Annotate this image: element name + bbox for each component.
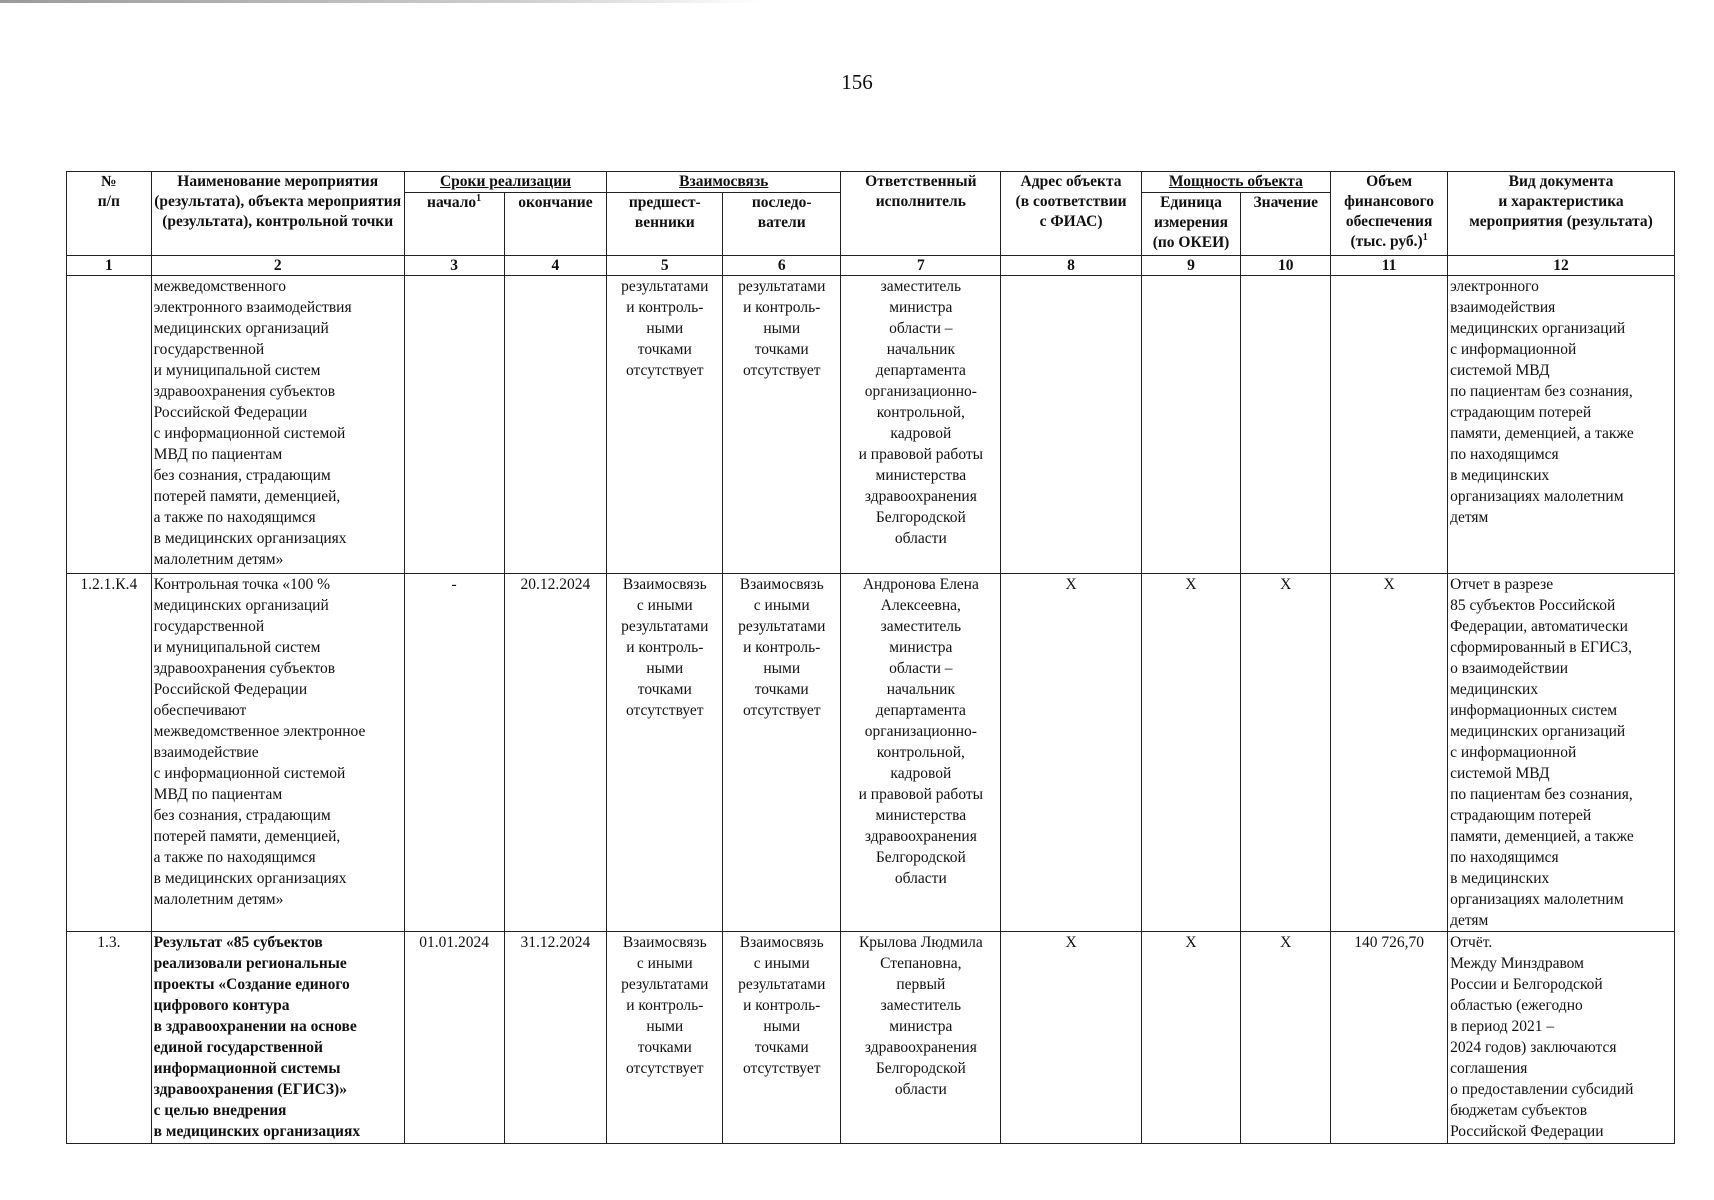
col-number: 6	[723, 256, 841, 276]
header-address: Адрес объекта (в соответствии с ФИАС)	[1001, 172, 1141, 256]
header-finance-label: Объем финансового обеспечения (тыс. руб.)	[1344, 173, 1435, 250]
col-number: 11	[1331, 256, 1448, 276]
row-end: 31.12.2024	[504, 932, 607, 1144]
row-post: Взаимосвязь с иными результатами и контроль- ными точками отсутствует	[723, 574, 841, 932]
col-number: 7	[841, 256, 1001, 276]
row-pred: Взаимосвязь с иными результатами и контроль- ными точками отсутствует	[607, 932, 723, 1144]
col-number: 8	[1001, 256, 1141, 276]
header-unit: Единица измерения (по ОКЕИ)	[1141, 193, 1241, 256]
row-start: 01.01.2024	[404, 932, 504, 1144]
row-responsible: Андронова Елена Алексеевна, заместитель министра области – начальник департамента организационно- контрольной, кадровой и правовой работы министерства здравоохранения Белгородской области	[841, 574, 1001, 932]
header-name: Наименование мероприятия (результата), объекта мероприятия (результата), контрольной точки	[151, 172, 404, 256]
header-finance-sup: 1	[1422, 231, 1428, 243]
header-end: окончание	[504, 193, 607, 256]
row-unit	[1141, 276, 1241, 574]
row-start	[404, 276, 504, 574]
page-number: 156	[841, 70, 873, 94]
row-name: Результат «85 субъектов реализовали региональные проекты «Создание единого цифрового контура в здравоохранении на основе единой государственной информационной системы здравоохранения (ЕГИСЗ)» с целью внедрения в медицинских организациях	[151, 932, 404, 1144]
header-relation	[607, 172, 841, 193]
col-number: 1	[67, 256, 152, 276]
header-start-label: начало	[427, 194, 477, 211]
header-capacity-label: Мощность объекта	[1168, 173, 1303, 190]
row-address: X	[1001, 574, 1141, 932]
row-num: 1.2.1.К.4	[67, 574, 152, 932]
table-row	[67, 932, 1675, 1144]
header-relation-label: Взаимосвязь	[679, 173, 769, 190]
row-value: X	[1241, 574, 1331, 932]
col-number: 10	[1241, 256, 1331, 276]
header-start	[404, 193, 504, 256]
row-name: межведомственного электронного взаимодействия медицинских организаций государственной и муниципальной систем здравоохранения субъектов Российской Федерации с информационной системой МВД по пациентам без сознания, страдающим потерей памяти, деменцией, а также по находящимся в медицинских организациях малолетним детям»	[151, 276, 404, 574]
row-responsible: заместитель министра области – начальник департамента организационно- контрольной, кадровой и правовой работы министерства здравоохранения Белгородской области	[841, 276, 1001, 574]
row-start: -	[404, 574, 504, 932]
document-table	[66, 171, 1675, 1144]
col-number: 9	[1141, 256, 1241, 276]
table-row	[67, 276, 1675, 574]
col-number: 12	[1448, 256, 1675, 276]
header-post: последо- ватели	[723, 193, 841, 256]
header-capacity	[1141, 172, 1331, 193]
col-number: 2	[151, 256, 404, 276]
row-address	[1001, 276, 1141, 574]
col-number: 5	[607, 256, 723, 276]
header-num: № п/п	[67, 172, 152, 256]
row-responsible: Крылова Людмила Степановна, первый заместитель министра здравоохранения Белгородской области	[841, 932, 1001, 1144]
header-doc-type: Вид документа и характеристика мероприятия (результата)	[1448, 172, 1675, 256]
header-pred: предшест- венники	[607, 193, 723, 256]
header-terms-label: Сроки реализации	[439, 173, 572, 190]
row-end	[504, 276, 607, 574]
row-value: X	[1241, 932, 1331, 1144]
col-number: 4	[504, 256, 607, 276]
row-num: 1.3.	[67, 932, 152, 1144]
row-finance	[1331, 276, 1448, 574]
scan-edge-line	[0, 0, 760, 3]
row-value	[1241, 276, 1331, 574]
row-unit: X	[1141, 932, 1241, 1144]
column-numbers-row	[67, 256, 1675, 276]
header-terms	[404, 172, 607, 193]
row-finance: X	[1331, 574, 1448, 932]
row-finance: 140 726,70	[1331, 932, 1448, 1144]
row-pred: Взаимосвязь с иными результатами и контроль- ными точками отсутствует	[607, 574, 723, 932]
row-end: 20.12.2024	[504, 574, 607, 932]
row-name: Контрольная точка «100 % медицинских организаций государственной и муниципальной систем здравоохранения субъектов Российской Федерации обеспечивают межведомственное электронное взаимодействие с информационной системой МВД по пациентам без сознания, страдающим потерей памяти, деменцией, а также по находящимся в медицинских организациях малолетним детям»	[151, 574, 404, 932]
row-pred: результатами и контроль- ными точками отсутствует	[607, 276, 723, 574]
table-row	[67, 574, 1675, 932]
header-finance	[1331, 172, 1448, 256]
row-post: Взаимосвязь с иными результатами и контроль- ными точками отсутствует	[723, 932, 841, 1144]
header-value: Значение	[1241, 193, 1331, 256]
row-doc: Отчет в разрезе 85 субъектов Российской Федерации, автоматически сформированный в ЕГИСЗ, о взаимодействии медицинских информационных систем медицинских организаций с информационной системой МВД по пациентам без сознания, страдающим потерей памяти, деменцией, а также по находящимся в медицинских организациях малолетним детям	[1448, 574, 1675, 932]
row-address: X	[1001, 932, 1141, 1144]
row-doc: Отчёт. Между Минздравом России и Белгородской областью (ежегодно в период 2021 – 2024 годов) заключаются соглашения о предоставлении субсидий бюджетам субъектов Российской Федерации	[1448, 932, 1675, 1144]
header-responsible: Ответственный исполнитель	[841, 172, 1001, 256]
row-post: результатами и контроль- ными точками отсутствует	[723, 276, 841, 574]
col-number: 3	[404, 256, 504, 276]
header-start-sup: 1	[476, 192, 482, 204]
row-num	[67, 276, 152, 574]
row-doc: электронного взаимодействия медицинских организаций с информационной системой МВД по пациентам без сознания, страдающим потерей памяти, деменцией, а также по находящимся в медицинских организациях малолетним детям	[1448, 276, 1675, 574]
row-unit: X	[1141, 574, 1241, 932]
